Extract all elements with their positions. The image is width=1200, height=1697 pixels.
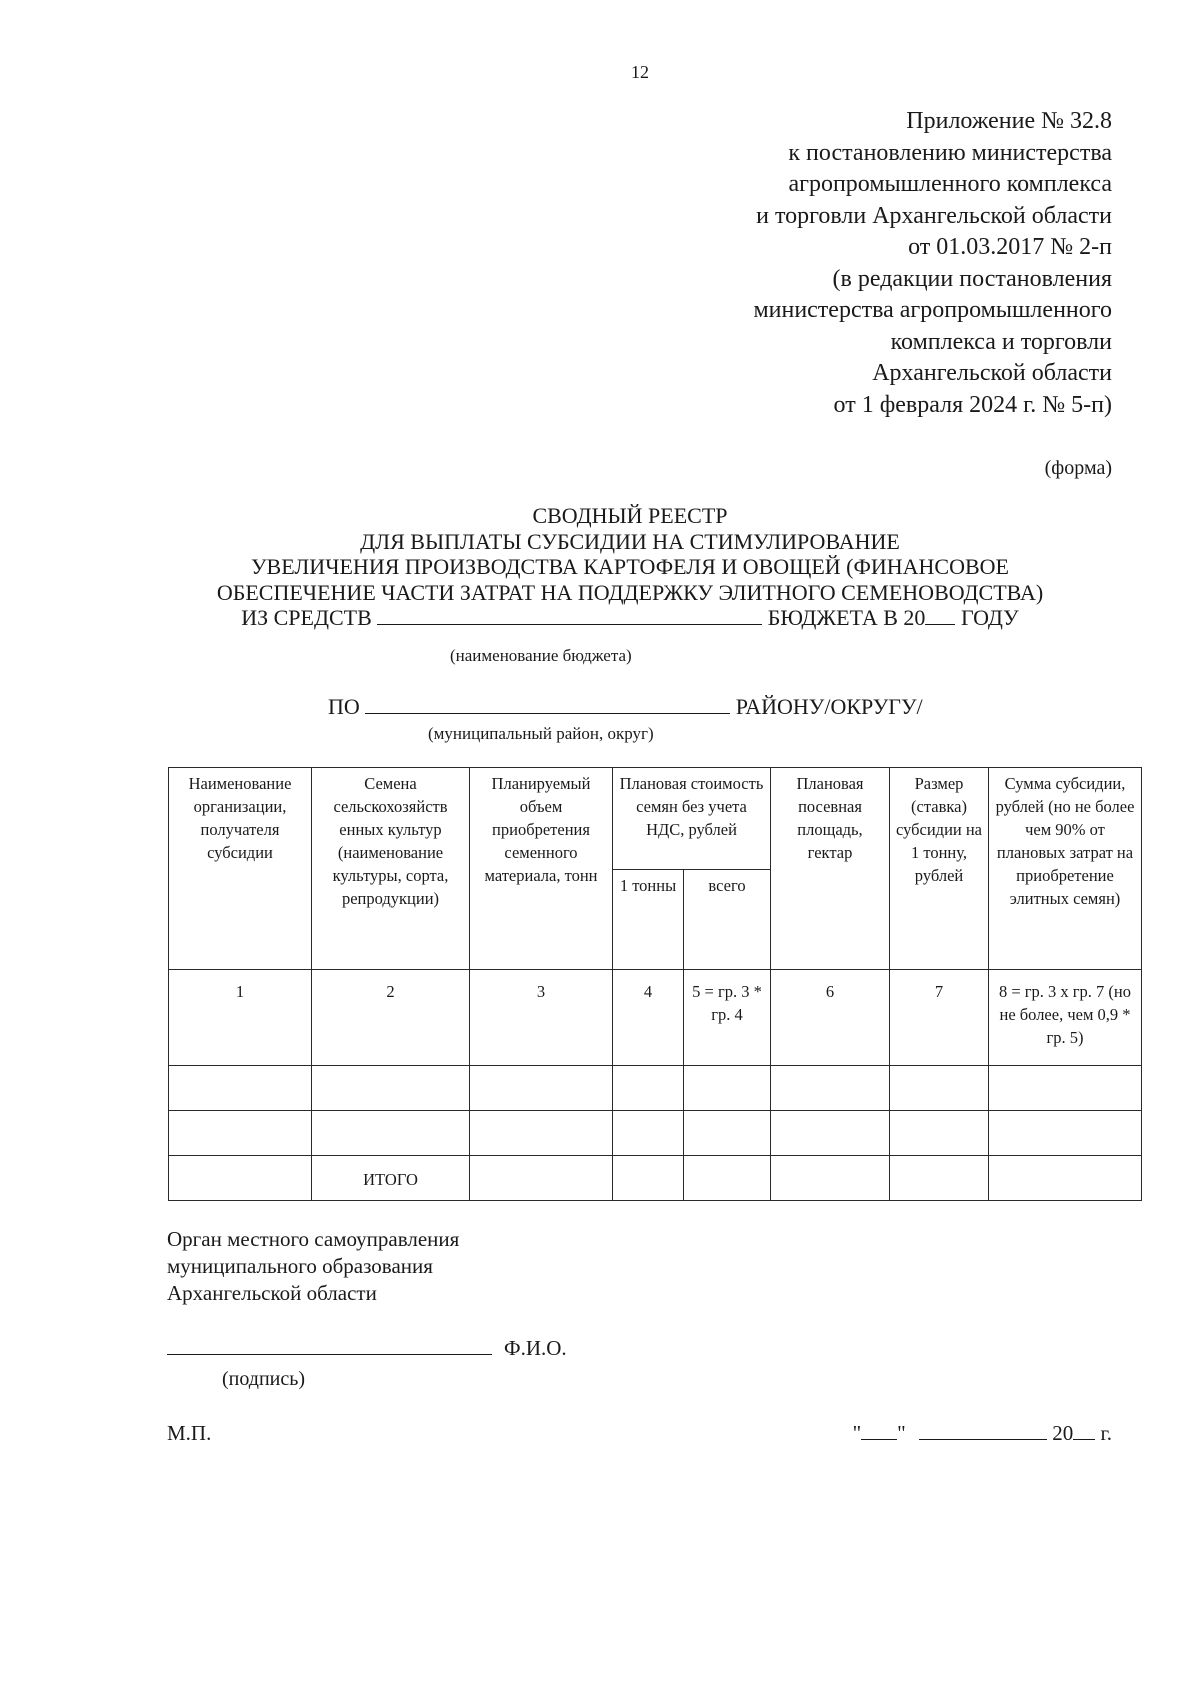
table-cell[interactable]	[312, 1111, 470, 1156]
table-cell[interactable]	[613, 1111, 684, 1156]
org-line: Архангельской области	[167, 1281, 377, 1305]
budget-year-field[interactable]	[925, 606, 955, 625]
appendix-line: комплекса и торговли	[890, 328, 1112, 355]
date-line	[853, 1421, 1112, 1446]
table-cell[interactable]	[771, 1066, 890, 1111]
table-cell[interactable]	[989, 1156, 1142, 1201]
table-cell[interactable]	[169, 1066, 312, 1111]
table-cell[interactable]	[989, 1066, 1142, 1111]
column-number: 4	[613, 970, 684, 1066]
table-row	[169, 1066, 1142, 1111]
date-year-prefix: 20	[1052, 1421, 1074, 1445]
org-line: Орган местного самоуправления	[167, 1227, 460, 1251]
date-quote: "	[852, 1421, 862, 1445]
table-cell[interactable]	[169, 1156, 312, 1201]
date-month-field[interactable]	[919, 1423, 1047, 1440]
table-cell[interactable]	[470, 1156, 613, 1201]
appendix-line: агропромышленного комплекса	[788, 171, 1112, 197]
table-total-row	[169, 1156, 1142, 1201]
header-org-name: Наименование организации, получателя субсидии	[169, 768, 312, 970]
table-cell[interactable]	[169, 1111, 312, 1156]
date-day-field[interactable]	[861, 1423, 897, 1440]
date-year-field[interactable]	[1073, 1423, 1095, 1440]
table-row	[169, 1111, 1142, 1156]
column-number: 8 = гр. 3 x гр. 7 (но не более, чем 0,9 * гр. 5)	[989, 970, 1142, 1066]
table-cell[interactable]	[613, 1156, 684, 1201]
table-numbering-row	[169, 970, 1142, 1066]
signature-line	[167, 1336, 567, 1361]
header-planned-volume: Планируемый объем приобретения семенного материала, тонн	[470, 768, 613, 970]
registry-table	[168, 767, 1142, 1201]
table-cell[interactable]	[890, 1066, 989, 1111]
header-planned-cost: Плановая стоимость семян без учета НДС, рублей	[613, 768, 771, 870]
header-cost-total: всего	[684, 870, 771, 970]
table-cell[interactable]	[684, 1066, 771, 1111]
district-name-field[interactable]	[365, 695, 730, 714]
header-cost-per-ton: 1 тонны	[613, 870, 684, 970]
title-budget-prefix: ИЗ СРЕДСТВ	[241, 605, 372, 630]
title-line-budget	[150, 605, 1110, 631]
title-line: ОБЕСПЕЧЕНИЕ ЧАСТИ ЗАТРАТ НА ПОДДЕРЖКУ ЭЛИТНОГО СЕМЕНОВОДСТВА)	[216, 579, 1044, 605]
appendix-line: и торговли Архангельской области	[756, 202, 1112, 229]
appendix-header	[753, 106, 1112, 421]
appendix-line: Архангельской области	[872, 360, 1112, 386]
appendix-line: к постановлению министерства	[788, 139, 1112, 166]
column-number: 3	[470, 970, 613, 1066]
total-label: ИТОГО	[312, 1156, 470, 1201]
table-cell[interactable]	[613, 1066, 684, 1111]
org-line: муниципального образования	[167, 1254, 433, 1278]
table-cell[interactable]	[470, 1066, 613, 1111]
document-title	[150, 503, 1110, 631]
district-prefix: ПО	[328, 694, 360, 719]
page-number: 12	[631, 62, 649, 82]
title-budget-suffix: БЮДЖЕТА В 20	[767, 605, 926, 630]
form-label: (форма)	[1044, 457, 1112, 479]
column-number: 1	[169, 970, 312, 1066]
column-number: 6	[771, 970, 890, 1066]
table-cell[interactable]	[684, 1111, 771, 1156]
title-line: УВЕЛИЧЕНИЯ ПРОИЗВОДСТВА КАРТОФЕЛЯ И ОВОЩЕЙ (ФИНАНСОВОЕ	[250, 554, 1009, 579]
district-caption: (муниципальный район, округ)	[428, 724, 654, 743]
appendix-line: от 01.03.2017 № 2-п	[908, 234, 1112, 260]
header-subsidy-rate: Размер (ставка) субсидии на 1 тонну, рублей	[890, 768, 989, 970]
table-cell[interactable]	[890, 1111, 989, 1156]
table-cell[interactable]	[771, 1156, 890, 1201]
title-line: СВОДНЫЙ РЕЕСТР	[532, 503, 728, 528]
header-subsidy-sum: Сумма субсидии, рублей (но не более чем 90% от плановых затрат на приобретение элитных семян)	[989, 768, 1142, 970]
column-number: 5 = гр. 3 * гр. 4	[684, 970, 771, 1066]
signing-organization	[167, 1226, 459, 1307]
signature-caption: (подпись)	[222, 1368, 306, 1390]
column-number: 7	[890, 970, 989, 1066]
appendix-line: Приложение № 32.8	[906, 108, 1112, 134]
appendix-line: министерства агропромышленного	[753, 297, 1112, 323]
budget-name-field[interactable]	[377, 606, 762, 625]
appendix-line: от 1 февраля 2024 г. № 5-п)	[833, 391, 1112, 418]
title-budget-end: ГОДУ	[960, 605, 1019, 630]
table-cell[interactable]	[470, 1111, 613, 1156]
table-cell[interactable]	[989, 1111, 1142, 1156]
header-planned-area: Плановая посевная площадь, гектар	[771, 768, 890, 970]
table-cell[interactable]	[771, 1111, 890, 1156]
stamp-label: М.П.	[167, 1421, 212, 1445]
district-suffix: РАЙОНУ/ОКРУГУ/	[735, 694, 923, 719]
district-line	[328, 694, 923, 720]
table-header-row	[169, 768, 1142, 870]
budget-caption: (наименование бюджета)	[450, 646, 632, 665]
table-cell[interactable]	[890, 1156, 989, 1201]
date-quote: "	[897, 1421, 906, 1445]
appendix-line: (в редакции постановления	[832, 265, 1112, 292]
header-seeds: Семена сельскохозяйств енных культур (наименование культуры, сорта, репродукции)	[312, 768, 470, 970]
signature-field[interactable]	[167, 1336, 492, 1355]
title-line: ДЛЯ ВЫПЛАТЫ СУБСИДИИ НА СТИМУЛИРОВАНИЕ	[360, 528, 900, 554]
table-cell[interactable]	[312, 1066, 470, 1111]
column-number: 2	[312, 970, 470, 1066]
table-cell[interactable]	[684, 1156, 771, 1201]
fio-label: Ф.И.О.	[504, 1336, 567, 1360]
date-suffix: г.	[1100, 1421, 1112, 1445]
